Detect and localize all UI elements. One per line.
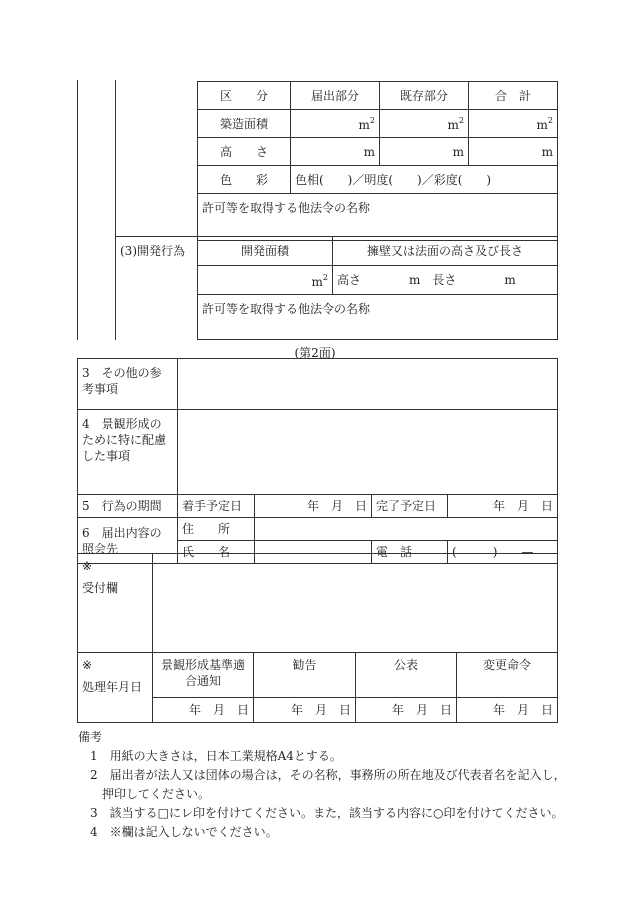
start-date-value[interactable]: 年 月 日 — [255, 495, 372, 518]
reception-label: 受付欄 — [82, 581, 119, 595]
dev-area-value[interactable]: $m^2$ — [198, 266, 333, 295]
phone-label: 電 話 — [372, 541, 448, 564]
address-value[interactable] — [255, 518, 558, 541]
header-notified: 届出部分 — [291, 82, 380, 110]
height-label: 高 さ — [198, 138, 291, 166]
color-value[interactable]: 色相( )／明度( )／彩度( ) — [291, 166, 558, 194]
building-spec-table — [197, 81, 558, 241]
retaining-header: 擁壁又は法面の高さ及び長さ — [333, 237, 558, 266]
order-header: 変更命令 — [457, 653, 558, 698]
header-existing: 既存部分 — [380, 82, 469, 110]
notes — [78, 728, 578, 842]
left-border-line — [77, 80, 78, 340]
development-table — [197, 236, 558, 340]
process-cell — [78, 653, 153, 723]
name-label: 氏 名 — [178, 541, 255, 564]
public-date: 年 月 日 — [356, 698, 457, 723]
contact-label: 6 届出内容の照会先 — [78, 518, 178, 564]
start-date-label: 着手予定日 — [178, 495, 255, 518]
conform-date: 年 月 日 — [153, 698, 254, 723]
note-1: 1 用紙の大きさは，日本工業規格A4とする。 — [90, 749, 342, 763]
reception-mark: ※ — [82, 559, 93, 573]
building-area-label: 築造面積 — [198, 110, 291, 138]
reception-cell — [78, 554, 153, 653]
advice-header: 勧告 — [254, 653, 356, 698]
color-label: 色 彩 — [198, 166, 291, 194]
process-label: 処理年月日 — [82, 680, 143, 694]
order-date: 年 月 日 — [457, 698, 558, 723]
process-mark: ※ — [82, 658, 93, 672]
dev-area-header: 開発面積 — [198, 237, 333, 266]
inner-border-line — [115, 80, 116, 340]
page-caption: (第2面) — [294, 346, 336, 360]
notification-table — [77, 358, 558, 564]
header-category: 区 分 — [198, 82, 291, 110]
dev-top-line — [115, 236, 197, 237]
conform-header: 景観形成基準適合通知 — [153, 653, 254, 698]
reference-label: 3 その他の参考事項 — [78, 359, 178, 410]
dev-other-law-name[interactable]: 許可等を取得する他法令の名称 — [198, 295, 558, 340]
consideration-label: 4 景観形成のために特に配慮した事項 — [78, 410, 178, 495]
note-4: 4 ※欄は記入しないでください。 — [90, 825, 278, 839]
note-3: 3 該当する□にレ印を付けてください。また，該当する内容に○印を付けてください。 — [90, 806, 564, 820]
reception-area — [153, 554, 558, 653]
advice-date: 年 月 日 — [254, 698, 356, 723]
note-2: 2 届出者が法人又は団体の場合は，その名称，事務所の所在地及び代表者名を記入し， — [90, 768, 566, 782]
phone-value[interactable]: ( ) — — [448, 541, 558, 564]
dev-act-label: (3)開発行為 — [120, 244, 185, 258]
office-use-table — [77, 553, 558, 723]
building-area-existing[interactable]: $m^2$ — [380, 110, 469, 138]
building-area-total[interactable]: $m^2$ — [469, 110, 558, 138]
note-2-cont: 押印してください。 — [102, 787, 211, 801]
public-header: 公表 — [356, 653, 457, 698]
address-label: 住 所 — [178, 518, 255, 541]
height-notified[interactable]: m — [291, 138, 380, 166]
end-date-value[interactable]: 年 月 日 — [448, 495, 558, 518]
retaining-value[interactable]: 高さ m 長さ m — [333, 266, 558, 295]
building-area-notified[interactable]: $m^2$ — [291, 110, 380, 138]
end-date-label: 完了予定日 — [372, 495, 448, 518]
height-total[interactable]: m — [469, 138, 558, 166]
other-law-name[interactable]: 許可等を取得する他法令の名称 — [198, 194, 558, 241]
header-total: 合 計 — [469, 82, 558, 110]
consideration-value[interactable] — [178, 410, 558, 495]
height-existing[interactable]: m — [380, 138, 469, 166]
reference-value[interactable] — [178, 359, 558, 410]
period-label: 5 行為の期間 — [78, 495, 178, 518]
notes-title: 備考 — [78, 730, 103, 744]
